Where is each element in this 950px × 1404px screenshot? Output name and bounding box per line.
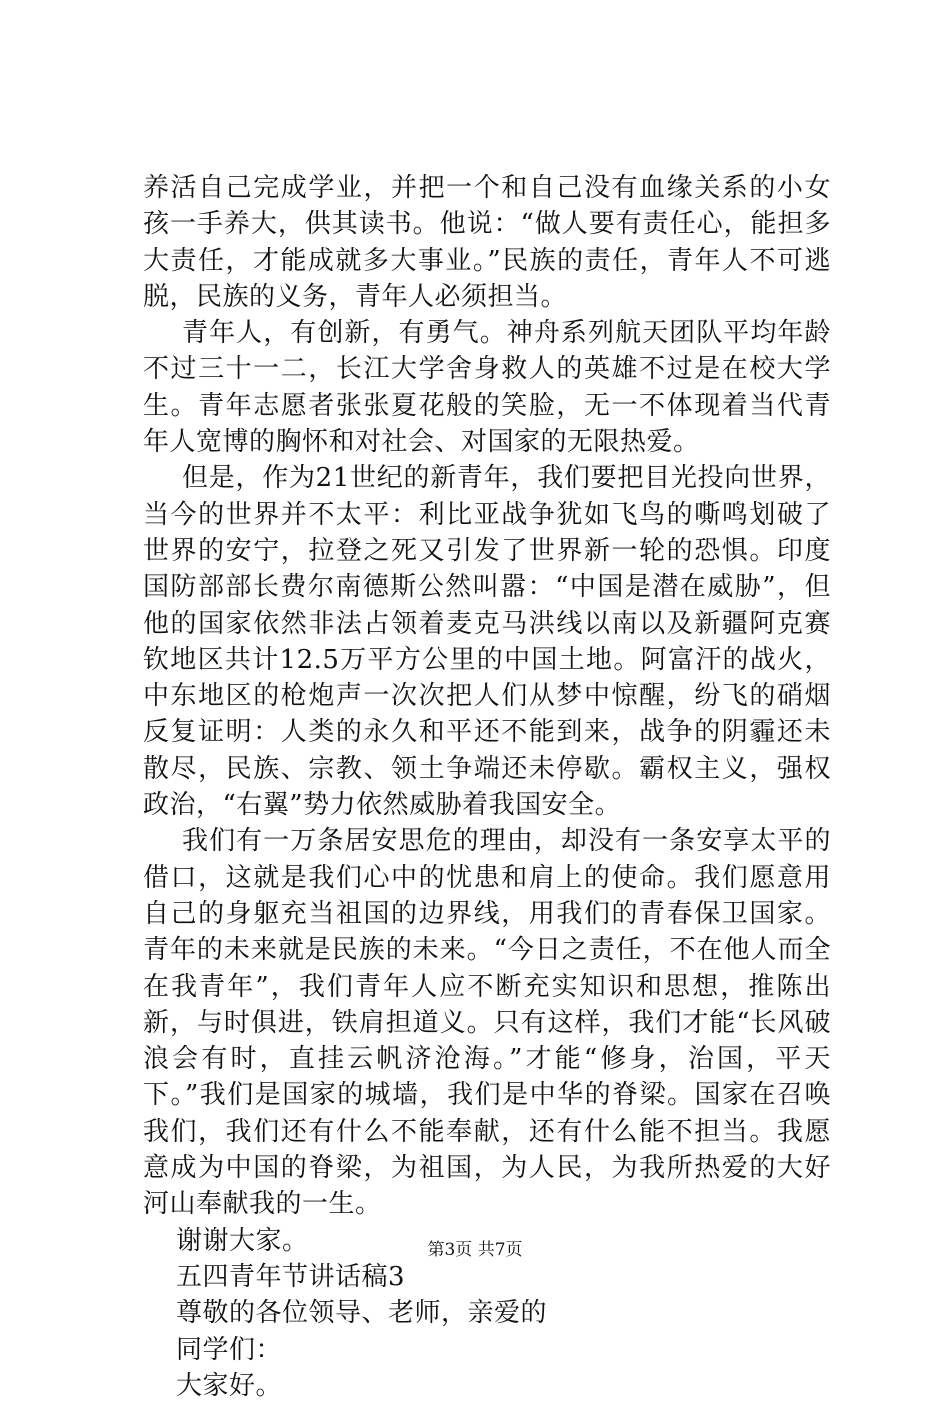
document-body — [143, 170, 831, 1404]
paragraph-youth-courage: 青年人，有创新，有勇气。神舟系列航天团队平均年龄不过三十一二，长江大学舍身救人的英雄不过是在校大学生。青年志愿者张张夏花般的笑脸，无一不体现着当代青年人宽博的胸怀和对社会、对国家的无限热爱。 — [143, 318, 831, 458]
thanks-line: 谢谢大家。 — [176, 1225, 309, 1256]
speech-title: 五四青年节讲话稿3 — [176, 1261, 406, 1292]
paragraph-world-situation: 但是，作为21世纪的新青年，我们要把目光投向世界，当今的世界并不太平：利比亚战争犹如飞鸟的嘶鸣划破了世界的安宁，拉登之死又引发了世界新一轮的恐惧。印度国防部部长费尔南德斯公然叫嚣：“中国是潜在威胁”，但他的国家依然非法占领着麦克马洪线以南以及新疆阿克赛钦地区共计12.5万平方公里的中国土地。阿富汗的战火，中东地区的枪炮声一次次把人们从梦中惊醒，纷飞的硝烟反复证明：人类的永久和平还不能到来，战争的阴霾还未散尽，民族、宗教、领土争端还未停歇。霸权主义，强权政治，“右翼”势力依然威胁着我国安全。 — [143, 463, 831, 821]
greeting-line: 大家好。 — [176, 1370, 283, 1401]
page-number-footer: 第3页 共7页 — [427, 1240, 523, 1260]
salutation-line: 尊敬的各位领导、老师，亲爱的 — [176, 1298, 548, 1329]
salutation-line-2: 同学们： — [176, 1334, 283, 1365]
paragraph-continuation: 养活自己完成学业，并把一个和自己没有血缘关系的小女孩一手养大，供其读书。他说：“做人要有责任心，能担多大责任，才能成就多大事业。”民族的责任，青年人不可逃脱，民族的义务，青年人必须担当。 — [143, 173, 831, 312]
paragraph-mission: 我们有一万条居安思危的理由，却没有一条安享太平的借口，这就是我们心中的忧患和肩上的使命。我们愿意用自己的身躯充当祖国的边界线，用我们的青春保卫国家。青年的未来就是民族的未来。“今日之责任，不在他人而全在我青年”，我们青年人应不断充实知识和思想，推陈出新，与时俱进，铁肩担道义。只有这样，我们才能“长风破浪会有时，直挂云帆济沧海。”才能“修身，治国，平天下。”我们是国家的城墙，我们是中华的脊梁。国家在召唤我们，我们还有什么不能奉献，还有什么能不担当。我愿意成为中国的脊梁，为祖国，为人民，为我所热爱的大好河山奉献我的一生。 — [143, 826, 831, 1220]
